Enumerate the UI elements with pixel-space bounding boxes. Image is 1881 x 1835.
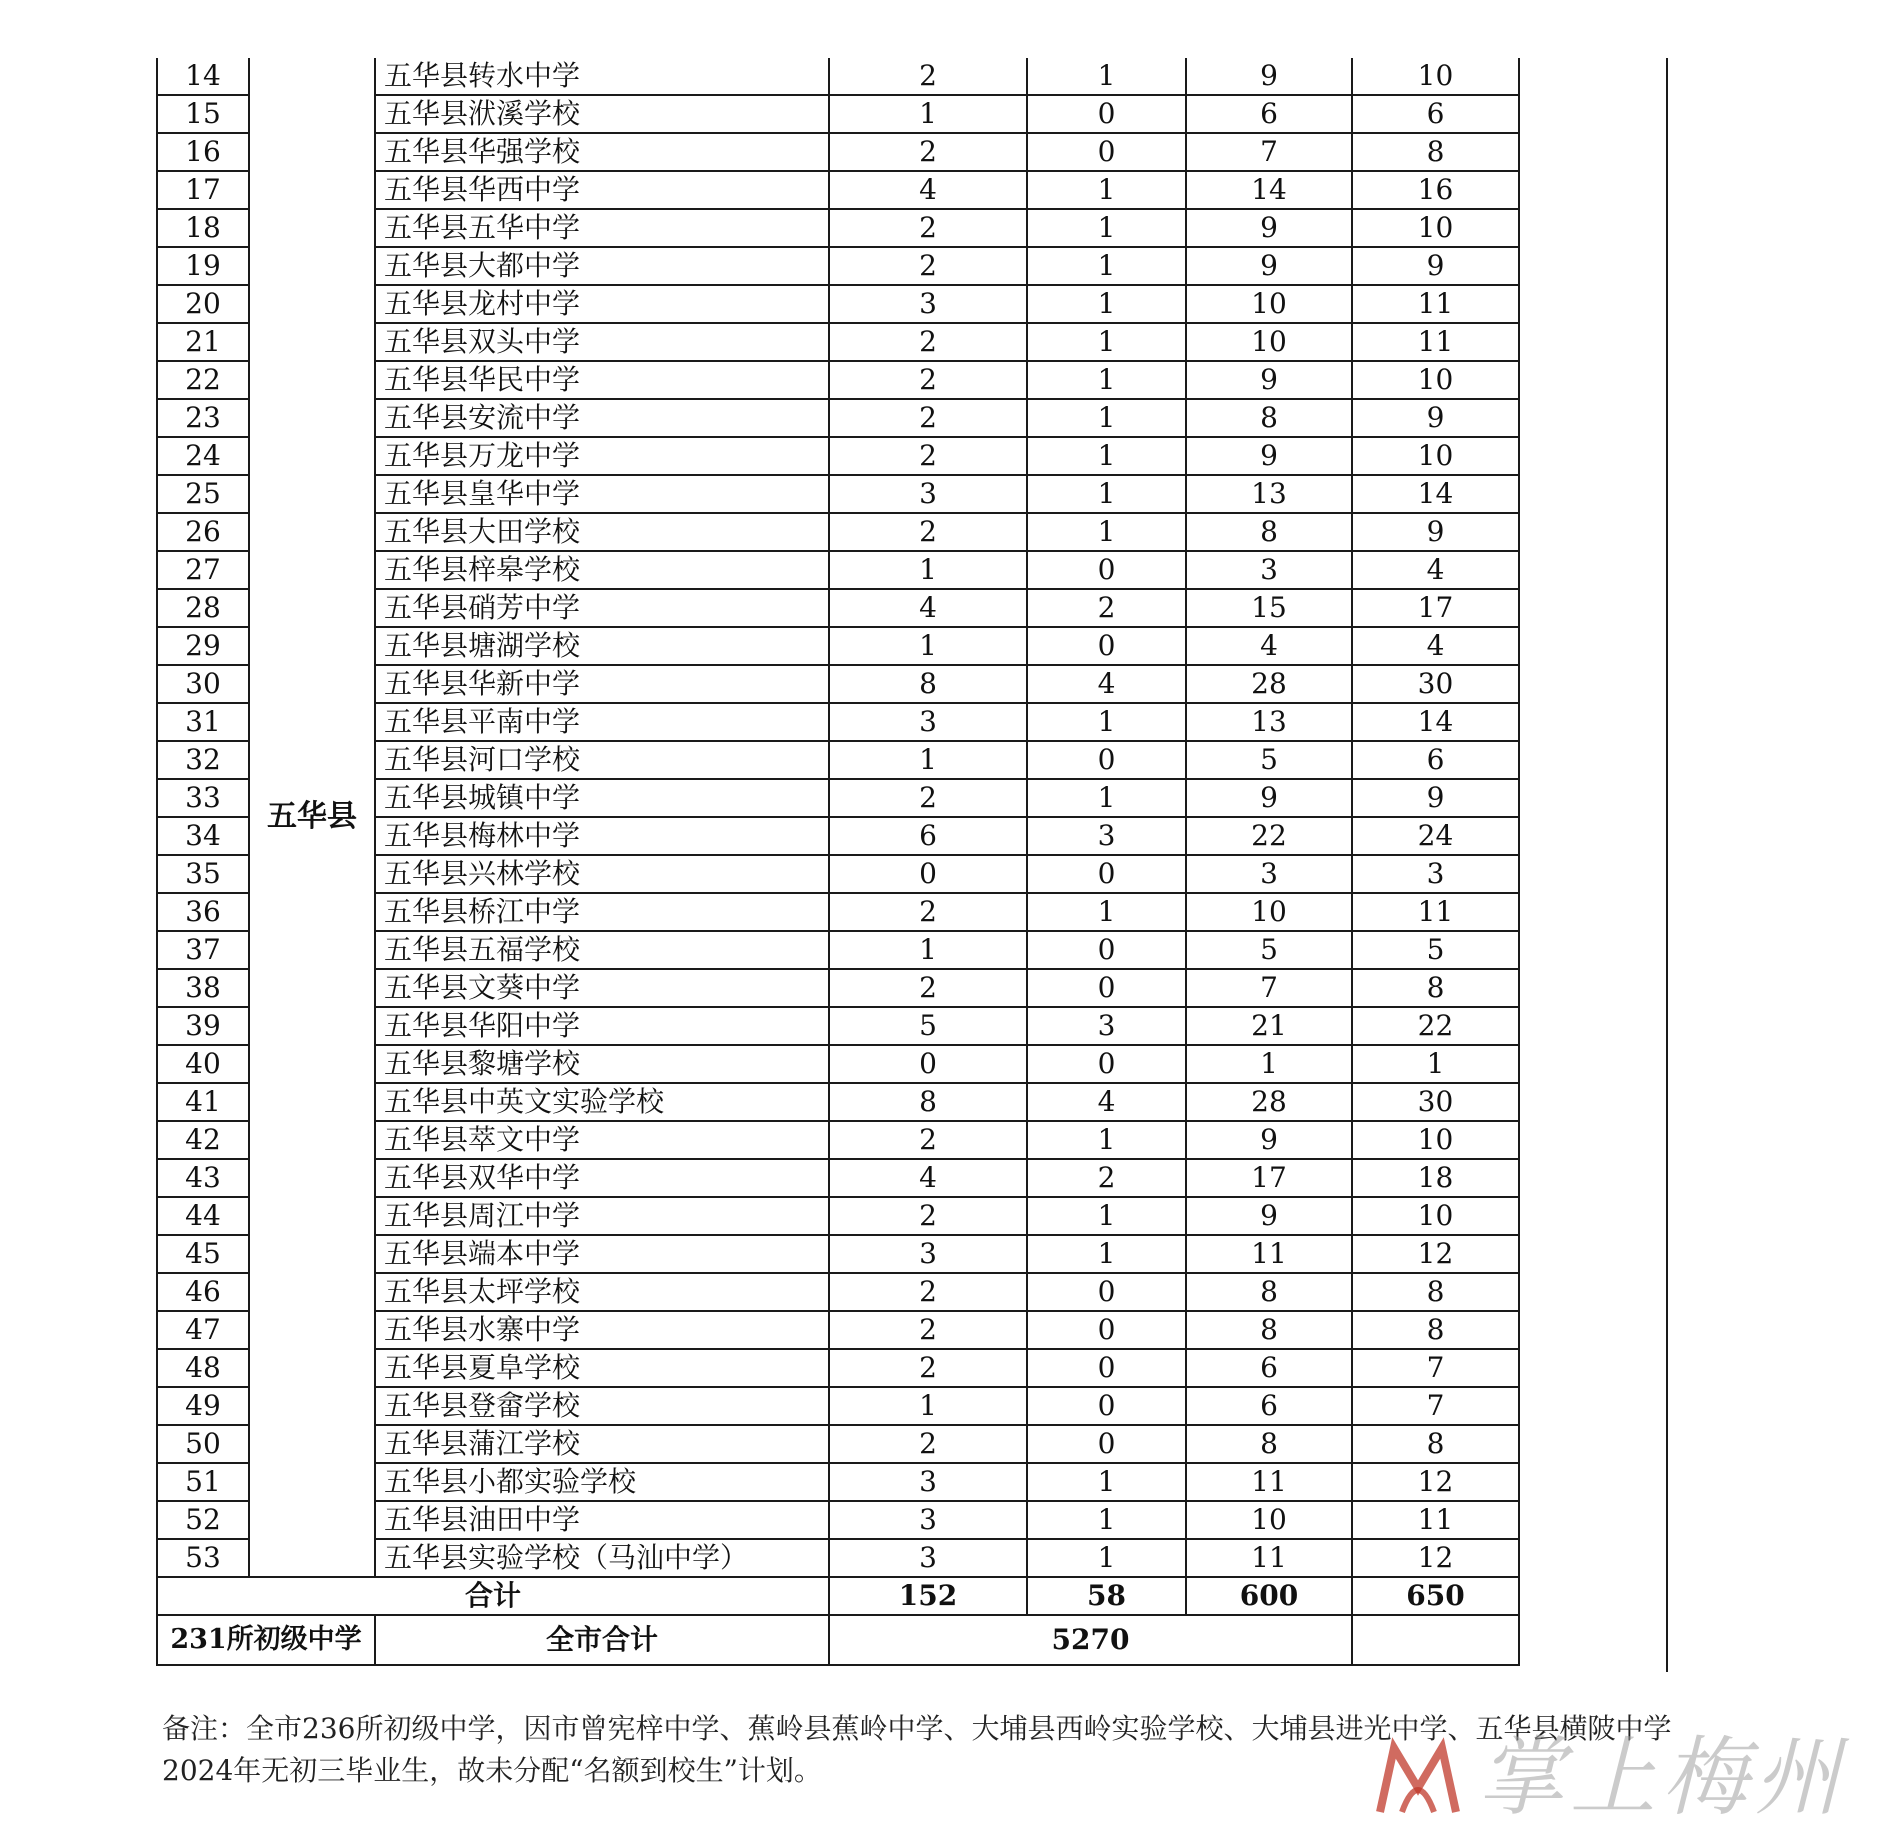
value-col4: 8 bbox=[1352, 969, 1519, 1007]
value-col2: 1 bbox=[1027, 1463, 1186, 1501]
school-name: 五华县水寨中学 bbox=[375, 1311, 829, 1349]
school-name: 五华县龙村中学 bbox=[375, 285, 829, 323]
county-name: 五华县 bbox=[249, 58, 375, 1577]
row-number: 24 bbox=[157, 437, 249, 475]
row-number: 48 bbox=[157, 1349, 249, 1387]
row-number: 44 bbox=[157, 1197, 249, 1235]
row-number: 27 bbox=[157, 551, 249, 589]
row-number: 21 bbox=[157, 323, 249, 361]
value-col2: 0 bbox=[1027, 855, 1186, 893]
value-col1: 6 bbox=[829, 817, 1027, 855]
value-col4: 8 bbox=[1352, 1273, 1519, 1311]
school-name: 五华县大田学校 bbox=[375, 513, 829, 551]
school-name: 五华县华民中学 bbox=[375, 361, 829, 399]
school-name: 五华县塘湖学校 bbox=[375, 627, 829, 665]
value-col1: 2 bbox=[829, 1311, 1027, 1349]
value-col2: 1 bbox=[1027, 58, 1186, 95]
value-col2: 0 bbox=[1027, 551, 1186, 589]
value-col1: 3 bbox=[829, 1501, 1027, 1539]
value-col4: 8 bbox=[1352, 1425, 1519, 1463]
value-col4: 11 bbox=[1352, 285, 1519, 323]
value-col3: 1 bbox=[1186, 1045, 1352, 1083]
school-name: 五华县双头中学 bbox=[375, 323, 829, 361]
value-col1: 8 bbox=[829, 665, 1027, 703]
school-name: 五华县梅林中学 bbox=[375, 817, 829, 855]
value-col4: 10 bbox=[1352, 58, 1519, 95]
row-number: 18 bbox=[157, 209, 249, 247]
value-col2: 1 bbox=[1027, 1121, 1186, 1159]
value-col3: 10 bbox=[1186, 1501, 1352, 1539]
school-name: 五华县华阳中学 bbox=[375, 1007, 829, 1045]
value-col4: 12 bbox=[1352, 1235, 1519, 1273]
row-number: 43 bbox=[157, 1159, 249, 1197]
row-number: 35 bbox=[157, 855, 249, 893]
row-number: 25 bbox=[157, 475, 249, 513]
value-col2: 0 bbox=[1027, 931, 1186, 969]
value-col2: 1 bbox=[1027, 893, 1186, 931]
value-col1: 8 bbox=[829, 1083, 1027, 1121]
value-col2: 0 bbox=[1027, 969, 1186, 1007]
school-name: 五华县安流中学 bbox=[375, 399, 829, 437]
school-name: 五华县周江中学 bbox=[375, 1197, 829, 1235]
value-col1: 2 bbox=[829, 1121, 1027, 1159]
value-col4: 11 bbox=[1352, 323, 1519, 361]
value-col3: 13 bbox=[1186, 703, 1352, 741]
school-name: 五华县硝芳中学 bbox=[375, 589, 829, 627]
value-col1: 2 bbox=[829, 247, 1027, 285]
meizhou-logo-icon bbox=[1372, 1728, 1464, 1820]
value-col1: 2 bbox=[829, 1425, 1027, 1463]
row-number: 23 bbox=[157, 399, 249, 437]
value-col3: 9 bbox=[1186, 437, 1352, 475]
value-col1: 4 bbox=[829, 171, 1027, 209]
quota-table-body bbox=[157, 58, 1519, 1665]
value-col4: 10 bbox=[1352, 361, 1519, 399]
value-col2: 0 bbox=[1027, 1045, 1186, 1083]
value-col1: 2 bbox=[829, 1273, 1027, 1311]
value-col1: 5 bbox=[829, 1007, 1027, 1045]
value-col2: 3 bbox=[1027, 817, 1186, 855]
value-col1: 2 bbox=[829, 779, 1027, 817]
value-col4: 17 bbox=[1352, 589, 1519, 627]
value-col4: 9 bbox=[1352, 399, 1519, 437]
city-total-label: 全市合计 bbox=[375, 1615, 829, 1665]
value-col1: 2 bbox=[829, 209, 1027, 247]
value-col3: 10 bbox=[1186, 323, 1352, 361]
value-col1: 2 bbox=[829, 58, 1027, 95]
school-name: 五华县城镇中学 bbox=[375, 779, 829, 817]
row-number: 47 bbox=[157, 1311, 249, 1349]
value-col4: 11 bbox=[1352, 893, 1519, 931]
value-col2: 1 bbox=[1027, 703, 1186, 741]
city-schools-label: 231所初级中学 bbox=[157, 1615, 375, 1665]
value-col3: 9 bbox=[1186, 1197, 1352, 1235]
value-col3: 8 bbox=[1186, 1273, 1352, 1311]
value-col3: 11 bbox=[1186, 1539, 1352, 1577]
value-col1: 2 bbox=[829, 513, 1027, 551]
value-col3: 6 bbox=[1186, 1387, 1352, 1425]
value-col3: 3 bbox=[1186, 551, 1352, 589]
value-col4: 16 bbox=[1352, 171, 1519, 209]
value-col1: 1 bbox=[829, 931, 1027, 969]
subtotal-label: 合计 bbox=[157, 1577, 829, 1615]
value-col3: 13 bbox=[1186, 475, 1352, 513]
value-col3: 4 bbox=[1186, 627, 1352, 665]
value-col1: 4 bbox=[829, 589, 1027, 627]
row-number: 34 bbox=[157, 817, 249, 855]
value-col3: 11 bbox=[1186, 1235, 1352, 1273]
value-col1: 2 bbox=[829, 1197, 1027, 1235]
value-col3: 17 bbox=[1186, 1159, 1352, 1197]
value-col4: 18 bbox=[1352, 1159, 1519, 1197]
value-col4: 24 bbox=[1352, 817, 1519, 855]
row-number: 37 bbox=[157, 931, 249, 969]
row-number: 32 bbox=[157, 741, 249, 779]
school-name: 五华县双华中学 bbox=[375, 1159, 829, 1197]
school-name: 五华县夏阜学校 bbox=[375, 1349, 829, 1387]
school-name: 五华县华西中学 bbox=[375, 171, 829, 209]
value-col4: 5 bbox=[1352, 931, 1519, 969]
value-col3: 8 bbox=[1186, 1425, 1352, 1463]
value-col1: 3 bbox=[829, 475, 1027, 513]
value-col2: 1 bbox=[1027, 323, 1186, 361]
value-col2: 0 bbox=[1027, 1425, 1186, 1463]
value-col2: 2 bbox=[1027, 1159, 1186, 1197]
row-number: 51 bbox=[157, 1463, 249, 1501]
value-col2: 0 bbox=[1027, 1273, 1186, 1311]
value-col3: 28 bbox=[1186, 1083, 1352, 1121]
value-col4: 9 bbox=[1352, 247, 1519, 285]
value-col2: 1 bbox=[1027, 361, 1186, 399]
quota-table-frame bbox=[156, 0, 1666, 1672]
value-col4: 8 bbox=[1352, 133, 1519, 171]
value-col1: 1 bbox=[829, 95, 1027, 133]
table-right-border bbox=[1666, 58, 1668, 1672]
school-name: 五华县华新中学 bbox=[375, 665, 829, 703]
row-number: 22 bbox=[157, 361, 249, 399]
value-col4: 10 bbox=[1352, 1121, 1519, 1159]
value-col1: 3 bbox=[829, 703, 1027, 741]
value-col3: 9 bbox=[1186, 247, 1352, 285]
value-col2: 1 bbox=[1027, 247, 1186, 285]
value-col3: 9 bbox=[1186, 209, 1352, 247]
value-col2: 0 bbox=[1027, 1349, 1186, 1387]
school-name: 五华县河口学校 bbox=[375, 741, 829, 779]
value-col2: 1 bbox=[1027, 513, 1186, 551]
row-number: 30 bbox=[157, 665, 249, 703]
value-col4: 30 bbox=[1352, 665, 1519, 703]
school-name: 五华县文葵中学 bbox=[375, 969, 829, 1007]
value-col1: 2 bbox=[829, 437, 1027, 475]
value-col2: 1 bbox=[1027, 779, 1186, 817]
value-col2: 0 bbox=[1027, 627, 1186, 665]
row-number: 20 bbox=[157, 285, 249, 323]
value-col2: 1 bbox=[1027, 399, 1186, 437]
value-col2: 1 bbox=[1027, 1235, 1186, 1273]
school-name: 五华县皇华中学 bbox=[375, 475, 829, 513]
value-col2: 3 bbox=[1027, 1007, 1186, 1045]
value-col4: 4 bbox=[1352, 627, 1519, 665]
table-row bbox=[157, 58, 1519, 95]
value-col2: 1 bbox=[1027, 209, 1186, 247]
city-total-value: 5270 bbox=[829, 1615, 1352, 1665]
subtotal-c2: 58 bbox=[1027, 1577, 1186, 1615]
school-name: 五华县大都中学 bbox=[375, 247, 829, 285]
value-col1: 3 bbox=[829, 1235, 1027, 1273]
value-col2: 1 bbox=[1027, 1539, 1186, 1577]
value-col1: 0 bbox=[829, 855, 1027, 893]
value-col2: 4 bbox=[1027, 665, 1186, 703]
value-col2: 0 bbox=[1027, 95, 1186, 133]
school-name: 五华县梓皋学校 bbox=[375, 551, 829, 589]
value-col1: 3 bbox=[829, 1539, 1027, 1577]
school-name: 五华县端本中学 bbox=[375, 1235, 829, 1273]
value-col3: 28 bbox=[1186, 665, 1352, 703]
value-col3: 7 bbox=[1186, 133, 1352, 171]
value-col4: 3 bbox=[1352, 855, 1519, 893]
value-col1: 1 bbox=[829, 551, 1027, 589]
value-col3: 5 bbox=[1186, 741, 1352, 779]
value-col4: 1 bbox=[1352, 1045, 1519, 1083]
value-col2: 1 bbox=[1027, 437, 1186, 475]
value-col3: 14 bbox=[1186, 171, 1352, 209]
school-name: 五华县平南中学 bbox=[375, 703, 829, 741]
value-col4: 10 bbox=[1352, 209, 1519, 247]
school-name: 五华县油田中学 bbox=[375, 1501, 829, 1539]
value-col3: 8 bbox=[1186, 399, 1352, 437]
subtotal-c1: 152 bbox=[829, 1577, 1027, 1615]
value-col3: 9 bbox=[1186, 1121, 1352, 1159]
value-col1: 1 bbox=[829, 1387, 1027, 1425]
city-total-empty bbox=[1352, 1615, 1519, 1665]
value-col2: 1 bbox=[1027, 1501, 1186, 1539]
value-col4: 6 bbox=[1352, 95, 1519, 133]
row-number: 40 bbox=[157, 1045, 249, 1083]
value-col3: 10 bbox=[1186, 893, 1352, 931]
value-col4: 7 bbox=[1352, 1349, 1519, 1387]
value-col1: 4 bbox=[829, 1159, 1027, 1197]
subtotal-c4: 650 bbox=[1352, 1577, 1519, 1615]
value-col3: 9 bbox=[1186, 779, 1352, 817]
school-name: 五华县五华中学 bbox=[375, 209, 829, 247]
subtotal-row bbox=[157, 1577, 1519, 1615]
value-col1: 2 bbox=[829, 969, 1027, 1007]
school-name: 五华县登畲学校 bbox=[375, 1387, 829, 1425]
subtotal-c3: 600 bbox=[1186, 1577, 1352, 1615]
value-col2: 1 bbox=[1027, 475, 1186, 513]
value-col1: 2 bbox=[829, 361, 1027, 399]
row-number: 16 bbox=[157, 133, 249, 171]
value-col1: 2 bbox=[829, 893, 1027, 931]
school-name: 五华县桥江中学 bbox=[375, 893, 829, 931]
value-col1: 2 bbox=[829, 1349, 1027, 1387]
value-col2: 0 bbox=[1027, 1387, 1186, 1425]
value-col1: 2 bbox=[829, 399, 1027, 437]
value-col3: 8 bbox=[1186, 1311, 1352, 1349]
value-col4: 14 bbox=[1352, 475, 1519, 513]
value-col3: 10 bbox=[1186, 285, 1352, 323]
watermark bbox=[1372, 1722, 1852, 1832]
school-name: 五华县蒲江学校 bbox=[375, 1425, 829, 1463]
quota-table bbox=[156, 58, 1520, 1666]
value-col4: 8 bbox=[1352, 1311, 1519, 1349]
row-number: 14 bbox=[157, 58, 249, 95]
value-col3: 6 bbox=[1186, 1349, 1352, 1387]
value-col3: 11 bbox=[1186, 1463, 1352, 1501]
row-number: 28 bbox=[157, 589, 249, 627]
school-name: 五华县中英文实验学校 bbox=[375, 1083, 829, 1121]
value-col1: 3 bbox=[829, 285, 1027, 323]
value-col2: 2 bbox=[1027, 589, 1186, 627]
school-name: 五华县萃文中学 bbox=[375, 1121, 829, 1159]
row-number: 39 bbox=[157, 1007, 249, 1045]
value-col4: 10 bbox=[1352, 437, 1519, 475]
value-col4: 22 bbox=[1352, 1007, 1519, 1045]
value-col1: 1 bbox=[829, 741, 1027, 779]
value-col3: 8 bbox=[1186, 513, 1352, 551]
value-col3: 3 bbox=[1186, 855, 1352, 893]
value-col3: 15 bbox=[1186, 589, 1352, 627]
value-col4: 11 bbox=[1352, 1501, 1519, 1539]
value-col1: 1 bbox=[829, 627, 1027, 665]
value-col1: 3 bbox=[829, 1463, 1027, 1501]
school-name: 五华县洑溪学校 bbox=[375, 95, 829, 133]
value-col2: 1 bbox=[1027, 285, 1186, 323]
row-number: 41 bbox=[157, 1083, 249, 1121]
value-col4: 30 bbox=[1352, 1083, 1519, 1121]
value-col3: 7 bbox=[1186, 969, 1352, 1007]
value-col4: 9 bbox=[1352, 513, 1519, 551]
school-name: 五华县兴林学校 bbox=[375, 855, 829, 893]
row-number: 42 bbox=[157, 1121, 249, 1159]
row-number: 31 bbox=[157, 703, 249, 741]
school-name: 五华县小都实验学校 bbox=[375, 1463, 829, 1501]
row-number: 29 bbox=[157, 627, 249, 665]
value-col1: 2 bbox=[829, 323, 1027, 361]
value-col4: 9 bbox=[1352, 779, 1519, 817]
value-col4: 4 bbox=[1352, 551, 1519, 589]
row-number: 45 bbox=[157, 1235, 249, 1273]
school-name: 五华县华强学校 bbox=[375, 133, 829, 171]
school-name: 五华县万龙中学 bbox=[375, 437, 829, 475]
value-col4: 6 bbox=[1352, 741, 1519, 779]
value-col4: 12 bbox=[1352, 1463, 1519, 1501]
value-col3: 9 bbox=[1186, 361, 1352, 399]
value-col1: 2 bbox=[829, 133, 1027, 171]
value-col2: 1 bbox=[1027, 1197, 1186, 1235]
value-col2: 1 bbox=[1027, 171, 1186, 209]
value-col3: 9 bbox=[1186, 58, 1352, 95]
footnote: 备注：全市236所初级中学，因市曾宪梓中学、蕉岭县蕉岭中学、大埔县西岭实验学校、大埔县进光中学、五华县横陂中学2024年无初三毕业生，故未分配“名额到校生”计划。 bbox=[162, 1712, 1672, 1787]
value-col4: 7 bbox=[1352, 1387, 1519, 1425]
value-col3: 5 bbox=[1186, 931, 1352, 969]
watermark-text: 掌上梅州 bbox=[1478, 1728, 1846, 1828]
school-name: 五华县五福学校 bbox=[375, 931, 829, 969]
value-col4: 14 bbox=[1352, 703, 1519, 741]
value-col2: 0 bbox=[1027, 133, 1186, 171]
row-number: 38 bbox=[157, 969, 249, 1007]
school-name: 五华县转水中学 bbox=[375, 58, 829, 95]
value-col1: 0 bbox=[829, 1045, 1027, 1083]
row-number: 52 bbox=[157, 1501, 249, 1539]
row-number: 15 bbox=[157, 95, 249, 133]
value-col3: 6 bbox=[1186, 95, 1352, 133]
value-col2: 4 bbox=[1027, 1083, 1186, 1121]
row-number: 49 bbox=[157, 1387, 249, 1425]
school-name: 五华县实验学校（马汕中学） bbox=[375, 1539, 829, 1577]
school-name: 五华县太坪学校 bbox=[375, 1273, 829, 1311]
row-number: 36 bbox=[157, 893, 249, 931]
school-name: 五华县黎塘学校 bbox=[375, 1045, 829, 1083]
value-col3: 22 bbox=[1186, 817, 1352, 855]
row-number: 33 bbox=[157, 779, 249, 817]
value-col4: 12 bbox=[1352, 1539, 1519, 1577]
value-col2: 0 bbox=[1027, 1311, 1186, 1349]
value-col3: 21 bbox=[1186, 1007, 1352, 1045]
value-col2: 0 bbox=[1027, 741, 1186, 779]
row-number: 50 bbox=[157, 1425, 249, 1463]
row-number: 19 bbox=[157, 247, 249, 285]
city-total-row bbox=[157, 1615, 1519, 1665]
row-number: 53 bbox=[157, 1539, 249, 1577]
value-col4: 10 bbox=[1352, 1197, 1519, 1235]
row-number: 17 bbox=[157, 171, 249, 209]
row-number: 46 bbox=[157, 1273, 249, 1311]
row-number: 26 bbox=[157, 513, 249, 551]
